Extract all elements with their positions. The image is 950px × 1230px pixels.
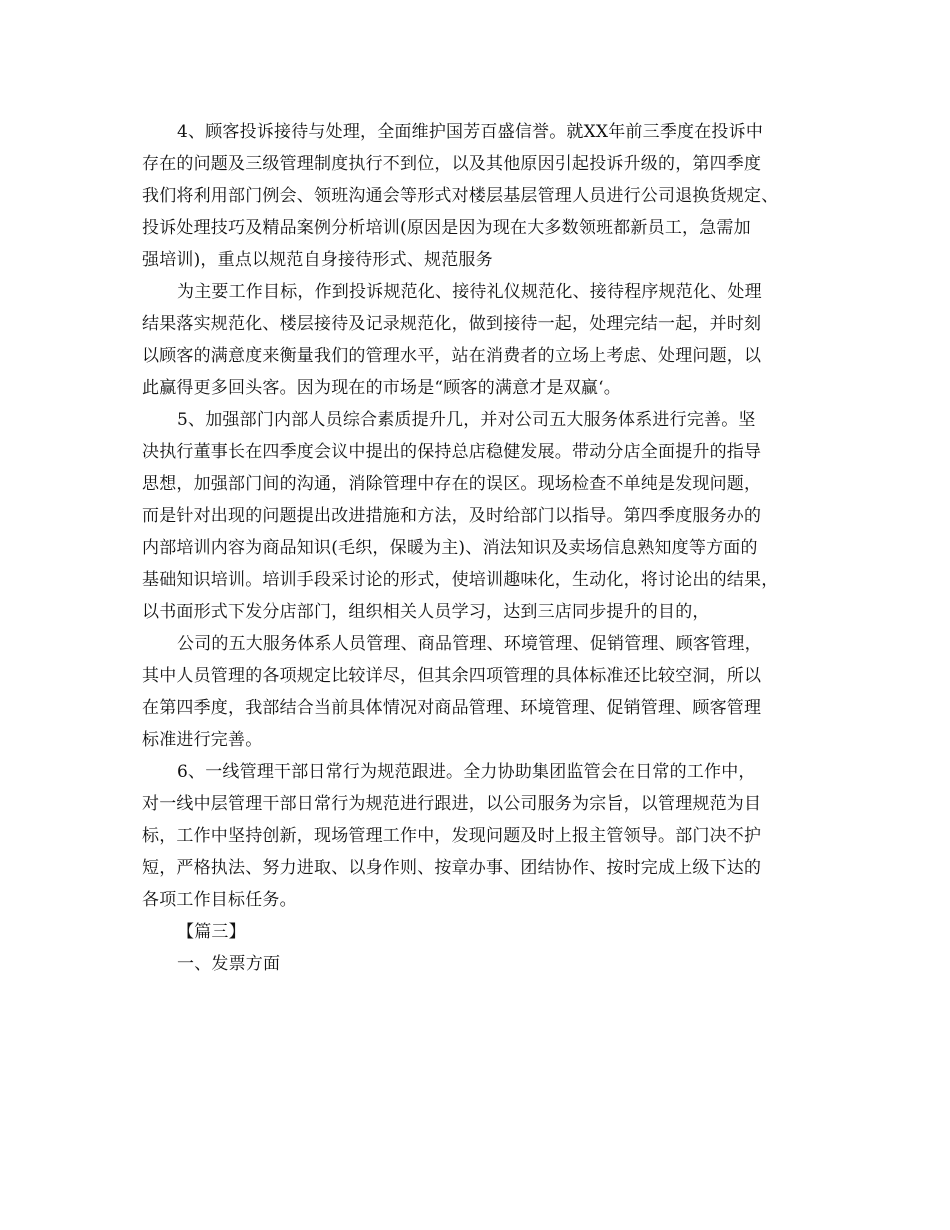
paragraph-line: 标准进行完善。	[142, 730, 263, 750]
paragraph-line: 标，工作中坚持创新，现场管理工作中，发现问题及时上报主管领导。部门决不护	[142, 826, 762, 846]
paragraph-line: 在第四季度，我部结合当前具体情况对商品管理、环境管理、促销管理、顾客管理	[142, 698, 762, 718]
paragraph-line: 基础知识培训。培训手段采讨论的形式，使培训趣味化，生动化，将讨论出的结果，	[142, 570, 779, 590]
paragraph-line: 为主要工作目标，作到投诉规范化、接待礼仪规范化、接待程序规范化、处理	[177, 282, 762, 302]
paragraph-line: 我们将利用部门例会、领班沟通会等形式对楼层基层管理人员进行公司退换货规定、	[142, 186, 779, 206]
section-heading: 【篇三】	[177, 922, 246, 942]
paragraph-line: 以顾客的满意度来衡量我们的管理水平，站在消费者的立场上考虑、处理问题，以	[142, 346, 762, 366]
paragraph-line: 短，严格执法、努力进取、以身作则、按章办事、团结协作、按时完成上级下达的	[142, 858, 762, 878]
paragraph-line: 对一线中层管理干部日常行为规范进行跟进，以公司服务为宗旨，以管理规范为目	[142, 794, 762, 814]
paragraph-line: 此赢得更多回头客。因为现在的市场是“顾客的满意才是双赢‘。	[142, 378, 621, 398]
paragraph-line: 投诉处理技巧及精品案例分析培训(原因是因为现在大多数领班都新员工，急需加	[142, 218, 751, 238]
paragraph-line: 内部培训内容为商品知识(毛织，保暖为主)、消法知识及卖场信息熟知度等方面的	[142, 538, 758, 558]
paragraph-line: 6、一线管理干部日常行为规范跟进。全力协助集团监管会在日常的工作中，	[177, 762, 756, 782]
paragraph-line: 各项工作目标任务。	[142, 890, 297, 910]
paragraph-line: 4、顾客投诉接待与处理，全面维护国芳百盛信誉。就XX年前三季度在投诉中	[177, 122, 764, 142]
paragraph-line: 结果落实规范化、楼层接待及记录规范化，做到接待一起，处理完结一起，并时刻	[142, 314, 762, 334]
paragraph-line: 强培训)，重点以规范自身接待形式、规范服务	[142, 250, 493, 270]
paragraph-line: 决执行董事长在四季度会议中提出的保持总店稳健发展。带动分店全面提升的指导	[142, 442, 762, 462]
paragraph-line: 而是针对出现的问题提出改进措施和方法，及时给部门以指导。第四季度服务办的	[142, 506, 762, 526]
paragraph-line: 以书面形式下发分店部门，组织相关人员学习，达到三店同步提升的目的，	[142, 602, 710, 622]
paragraph-line: 思想，加强部门间的沟通，消除管理中存在的误区。现场检查不单纯是发现问题，	[142, 474, 762, 494]
paragraph-line: 公司的五大服务体系人员管理、商品管理、环境管理、促销管理、顾客管理，	[177, 634, 762, 654]
paragraph-line: 存在的问题及三级管理制度执行不到位，以及其他原因引起投诉升级的，第四季度	[142, 154, 762, 174]
subsection-heading: 一、发票方面	[177, 954, 281, 974]
paragraph-line: 其中人员管理的各项规定比较详尽，但其余四项管理的具体标准还比较空洞，所以	[142, 666, 762, 686]
paragraph-line: 5、加强部门内部人员综合素质提升几，并对公司五大服务体系进行完善。坚	[177, 410, 756, 430]
